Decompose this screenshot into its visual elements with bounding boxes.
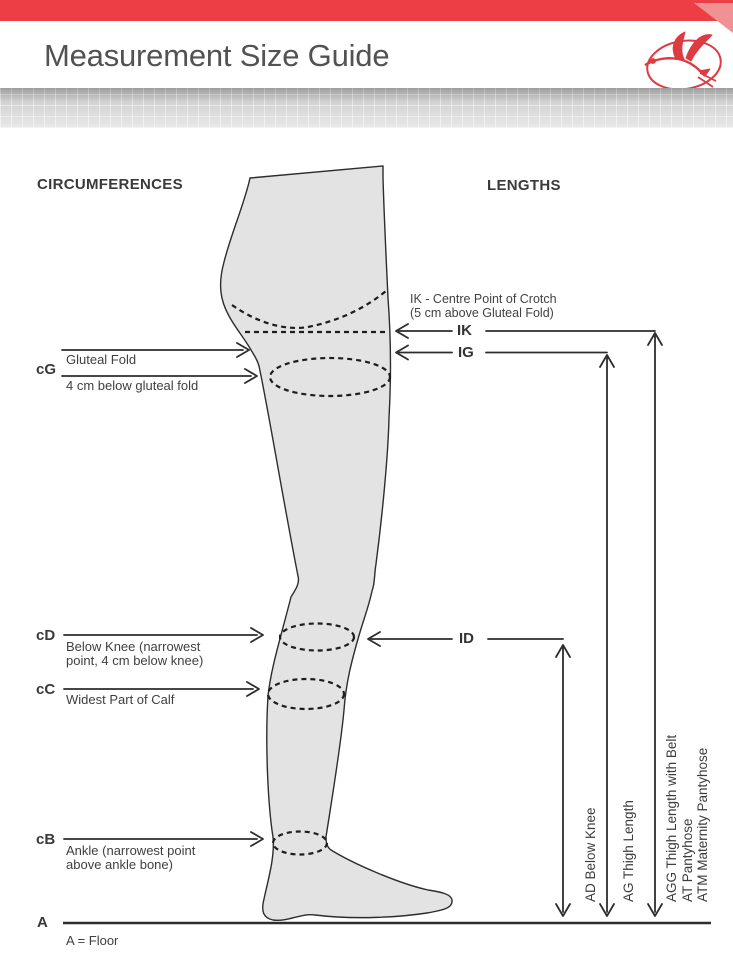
- code-cc: cC: [36, 681, 56, 698]
- label-below-knee-line2: point, 4 cm below knee): [66, 653, 204, 668]
- ik-note: [410, 292, 557, 320]
- label-ag-thigh-length: AG Thigh Length: [621, 800, 636, 902]
- code-ig: IG: [458, 344, 474, 361]
- label-agg-group: [664, 735, 711, 902]
- label-floor: A = Floor: [66, 933, 119, 948]
- label-ankle-line2: above ankle bone): [66, 857, 173, 872]
- label-ankle: [66, 844, 195, 872]
- circumferences-heading: CIRCUMFERENCES: [37, 176, 183, 193]
- label-widest-calf: Widest Part of Calf: [66, 692, 175, 707]
- label-below-knee: [66, 640, 203, 668]
- ag-vertical-line: [600, 355, 614, 916]
- page-title: Measurement Size Guide: [44, 38, 390, 73]
- label-at-pantyhose: AT Pantyhose: [679, 818, 695, 902]
- label-ad-below-knee: AD Below Knee: [583, 807, 598, 902]
- lengths-heading: LENGTHS: [487, 177, 561, 194]
- leg-silhouette: [221, 166, 453, 920]
- code-cb: cB: [36, 831, 56, 848]
- label-gluteal-fold: Gluteal Fold: [66, 352, 137, 367]
- code-cd: cD: [36, 627, 56, 644]
- ig-line: [396, 346, 607, 360]
- label-agg-thigh-belt: AGG Thigh Length with Belt: [664, 734, 679, 902]
- label-below-knee-line1: Below Knee (narrowest: [66, 639, 201, 654]
- code-a: A: [37, 914, 48, 931]
- code-ik: IK: [457, 322, 472, 339]
- code-cg: cG: [36, 361, 57, 378]
- ik-note-line1: IK - Centre Point of Crotch: [410, 292, 557, 306]
- label-ankle-line1: Ankle (narrowest point: [66, 843, 196, 858]
- ad-vertical-line: [556, 645, 570, 916]
- agg-vertical-line: [648, 333, 662, 916]
- label-below-gluteal-fold: 4 cm below gluteal fold: [66, 378, 199, 393]
- ik-note-line2: (5 cm above Gluteal Fold): [410, 306, 554, 320]
- code-id: ID: [459, 630, 474, 647]
- ik-line: [396, 324, 655, 338]
- label-atm-maternity: ATM Maternity Pantyhose: [695, 747, 710, 902]
